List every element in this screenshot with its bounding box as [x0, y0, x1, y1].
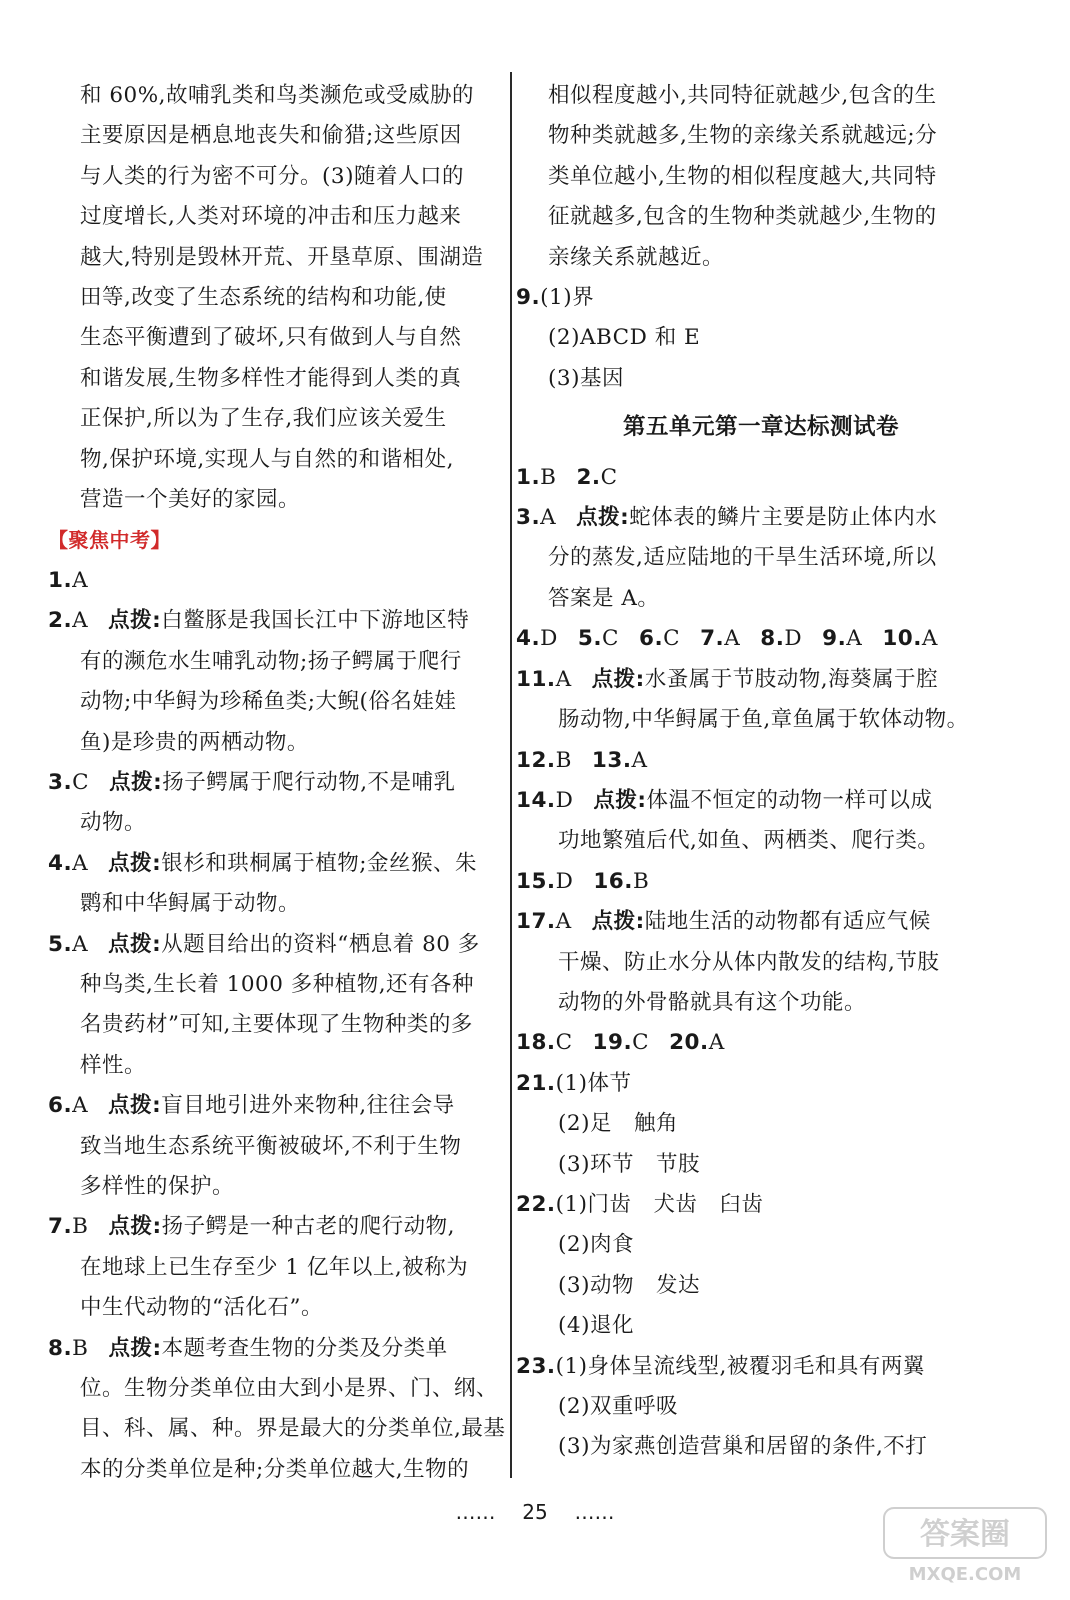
question-number: 18. [516, 1030, 556, 1056]
question-number: 23. [516, 1353, 556, 1379]
question-number: 5. [48, 931, 73, 957]
text-line: 与人类的行为密不可分。(3)随着人口的 [80, 163, 464, 189]
continued-paragraph [516, 76, 986, 278]
question-number: 17. [516, 909, 556, 935]
answer-item-9 [516, 278, 986, 399]
question-number: 8. [760, 626, 785, 652]
question-number: 13. [591, 747, 632, 773]
answer-letter: A [72, 608, 89, 634]
answer-row-12-13 [516, 741, 986, 781]
hint-text: 扬子鳄是一种古老的爬行动物, [161, 1214, 455, 1240]
hint-text: 种鸟类,生长着 1000 多种植物,还有各种 [80, 971, 475, 997]
sub-answer: (3)基因 [548, 365, 624, 391]
hint-text: 白鳖豚是我国长江中下游地区特 [161, 608, 470, 634]
answer-row-15-16 [516, 862, 986, 902]
hint-keyword: 点拨: [591, 666, 645, 692]
question-number: 10. [882, 626, 922, 652]
answer-item-r21 [516, 1064, 986, 1185]
answer-letter: A [72, 931, 89, 957]
hint-text: 功地繁殖后代,如鱼、两栖类、爬行类。 [558, 828, 940, 854]
hint-text: 鱼)是珍贵的两栖动物。 [80, 729, 309, 755]
question-number: 1. [516, 464, 541, 490]
text-line: 类单位越小,生物的相似程度越大,共同特 [548, 163, 937, 189]
text-line: 物,保护环境,实现人与自然的和谐相处, [80, 446, 455, 472]
answer-letter: D [540, 626, 558, 652]
answer-row-18-20 [516, 1023, 986, 1063]
hint-text: 动物;中华鲟为珍稀鱼类;大鲵(俗名娃娃 [80, 689, 457, 715]
answer-item-3 [48, 763, 500, 844]
answer-letter: C [600, 464, 618, 490]
hint-keyword: 点拨: [108, 1335, 162, 1361]
hint-text: 分的蒸发,适应陆地的干旱生活环境,所以 [548, 545, 937, 571]
page-number: 25 [522, 1500, 548, 1524]
answer-letter: B [540, 464, 557, 490]
question-number: 4. [516, 626, 541, 652]
question-number: 8. [48, 1335, 73, 1361]
hint-text: 中生代动物的“活化石”。 [80, 1295, 323, 1321]
hint-keyword: 点拨: [108, 931, 162, 957]
hint-text: 动物。 [80, 810, 147, 836]
footer-dots-left: …… [455, 1500, 496, 1524]
question-number: 2. [576, 464, 601, 490]
answer-letter: A [72, 567, 89, 593]
hint-text: 在地球上已生存至少 1 亿年以上,被称为 [80, 1254, 469, 1280]
answer-letter: C [555, 1030, 573, 1056]
answer-letter: A [72, 1093, 89, 1119]
right-column [516, 76, 986, 1468]
hint-text: 动物的外骨骼就具有这个功能。 [558, 989, 867, 1015]
question-number: 2. [48, 608, 73, 634]
text-line: 物种类就越多,生物的亲缘关系就越远;分 [548, 123, 938, 149]
hint-text: 本的分类单位是种;分类单位越大,生物的 [80, 1456, 470, 1482]
text-line: 主要原因是栖息地丧失和偷猎;这些原因 [80, 123, 462, 149]
question-number: 20. [669, 1030, 709, 1056]
hint-text: 从题目给出的资料“栖息着 80 多 [161, 931, 480, 957]
question-number: 1. [48, 567, 73, 593]
answer-item-r11 [516, 660, 986, 741]
hint-text: 陆地生活的动物都有适应气候 [644, 909, 931, 935]
text-line: 相似程度越小,共同特征就越少,包含的生 [548, 83, 937, 108]
answer-letter: B [555, 747, 572, 773]
hint-text: 盲目地引进外来物种,往往会导 [161, 1093, 455, 1119]
column-divider [510, 72, 512, 1478]
hint-text: 体温不恒定的动物一样可以成 [646, 787, 933, 813]
text-line: 亲缘关系就越近。 [548, 244, 725, 270]
text-line: 过度增长,人类对环境的冲击和压力越来 [80, 204, 462, 230]
answer-letter: B [632, 868, 650, 894]
answer-row-4-10 [516, 619, 986, 659]
text-line: 营造一个美好的家园。 [80, 487, 301, 513]
hint-text: 答案是 A。 [548, 585, 660, 611]
answer-item-r22 [516, 1185, 986, 1347]
answer-row-1-2 [516, 458, 986, 498]
watermark-logo [880, 1506, 1050, 1586]
sub-answer: (1)体节 [555, 1070, 632, 1096]
question-number: 7. [48, 1214, 73, 1240]
sub-answer: (1)身体呈流线型,被覆羽毛和具有两翼 [555, 1353, 925, 1379]
sub-answer: (1)门齿 犬齿 臼齿 [555, 1191, 764, 1217]
question-number: 5. [577, 626, 603, 652]
question-number: 12. [516, 747, 556, 773]
hint-text: 致当地生态系统平衡被破坏,不利于生物 [80, 1133, 462, 1159]
hint-text: 样性。 [80, 1052, 147, 1078]
section-label-focus-exam: 【聚焦中考】 [48, 528, 171, 553]
answer-letter: A [631, 747, 648, 773]
text-line: 和 60%,故哺乳类和鸟类濒危或受威胁的 [80, 83, 474, 108]
intro-paragraph [48, 76, 500, 520]
sub-answer: (2)ABCD 和 E [548, 325, 701, 351]
question-number: 9. [822, 626, 847, 652]
answer-letter: B [72, 1335, 89, 1361]
answer-item-r23 [516, 1347, 986, 1468]
question-number: 6. [48, 1093, 73, 1119]
answer-letter: A [540, 505, 557, 531]
sub-answer: (2)足 触角 [558, 1111, 678, 1137]
left-column [48, 76, 506, 1490]
question-number: 19. [592, 1030, 633, 1056]
text-line: 和谐发展,生物多样性才能得到人类的真 [80, 365, 462, 391]
hint-keyword: 点拨: [108, 1093, 162, 1119]
hint-text: 鹮和中华鲟属于动物。 [80, 891, 301, 917]
answer-letter: D [555, 787, 574, 813]
text-line: 田等,改变了生态系统的结构和功能,使 [80, 285, 447, 311]
question-number: 11. [516, 666, 556, 692]
question-number: 16. [593, 868, 633, 894]
hint-keyword: 点拨: [109, 769, 163, 795]
hint-text: 扬子鳄属于爬行动物,不是哺乳 [162, 769, 456, 795]
hint-keyword: 点拨: [593, 787, 647, 813]
sub-answer: (3)动物 发达 [558, 1272, 700, 1298]
hint-text: 银杉和珙桐属于植物;金丝猴、朱 [161, 850, 478, 876]
hint-text: 本题考查生物的分类及分类单 [161, 1335, 448, 1361]
unit-test-heading: 第五单元第一章达标测试卷 [622, 414, 899, 441]
question-number: 4. [48, 850, 73, 876]
hint-keyword: 点拨: [108, 1214, 162, 1240]
hint-keyword: 点拨: [108, 608, 162, 634]
answer-letter: C [663, 626, 681, 652]
question-number: 22. [516, 1191, 556, 1217]
question-number: 15. [516, 868, 556, 894]
answer-letter: A [708, 1030, 725, 1056]
answer-letter: C [632, 1030, 650, 1056]
text-line: 正保护,所以为了生存,我们应该关爱生 [80, 406, 447, 432]
answer-letter: C [72, 769, 90, 795]
text-line: 越大,特别是毁林开荒、开垦草原、围湖造 [80, 244, 484, 270]
sub-answer: (3)环节 节肢 [558, 1151, 700, 1177]
answer-letter: C [602, 626, 619, 652]
hint-text: 名贵药材”可知,主要体现了生物种类的多 [80, 1012, 473, 1038]
text-line: 生态平衡遭到了破坏,只有做到人与自然 [80, 325, 462, 351]
text-line: 征就越多,包含的生物种类就越少,生物的 [548, 204, 937, 230]
watermark-url: MXQE.COM [908, 1564, 1022, 1585]
question-number: 3. [516, 505, 541, 531]
hint-text: 蛇体表的鳞片主要是防止体内水 [629, 505, 938, 531]
answer-letter: A [72, 850, 89, 876]
answer-item-5 [48, 925, 500, 1087]
hint-text: 有的濒危水生哺乳动物;扬子鳄属于爬行 [80, 648, 462, 674]
hint-text: 目、科、属、种。界是最大的分类单位,最基 [80, 1416, 506, 1442]
answer-item-7 [48, 1207, 500, 1328]
answer-letter: D [784, 626, 803, 652]
answer-item-8 [48, 1329, 506, 1491]
answer-item-r17 [516, 902, 986, 1023]
hint-text: 水蚤属于节肢动物,海葵属于腔 [644, 666, 939, 692]
question-number: 7. [700, 626, 725, 652]
answer-letter: B [72, 1214, 89, 1240]
sub-answer: (4)退化 [558, 1313, 634, 1339]
hint-text: 多样性的保护。 [80, 1173, 235, 1199]
answer-item-2 [48, 601, 500, 763]
sub-answer: (2)肉食 [558, 1232, 634, 1258]
answer-letter: A [921, 626, 938, 652]
question-number: 21. [516, 1070, 556, 1096]
answer-item-r14 [516, 781, 986, 862]
watermark-text: 答案圈 [920, 1517, 1010, 1552]
hint-text: 肠动物,中华鲟属于鱼,章鱼属于软体动物。 [558, 707, 969, 733]
answer-letter: A [724, 626, 741, 652]
hint-keyword: 点拨: [576, 505, 630, 531]
answer-item-6 [48, 1086, 500, 1207]
answer-letter: A [846, 626, 863, 652]
footer-dots-right: …… [574, 1500, 615, 1524]
answer-letter: A [555, 666, 572, 692]
sub-answer: (2)双重呼吸 [558, 1394, 678, 1419]
answer-item-r3 [516, 498, 986, 619]
answer-letter: A [555, 909, 572, 935]
question-number: 14. [516, 787, 556, 813]
sub-answer: (3)为家燕创造营巢和居留的条件,不打 [558, 1434, 928, 1460]
sub-answer: (1)界 [540, 285, 595, 311]
hint-keyword: 点拨: [108, 850, 162, 876]
question-number: 3. [48, 769, 73, 795]
hint-text: 干燥、防止水分从体内散发的结构,节肢 [558, 949, 940, 975]
question-number: 9. [516, 285, 541, 311]
answer-item-1 [48, 561, 500, 601]
answer-letter: D [555, 868, 574, 894]
hint-text: 位。生物分类单位由大到小是界、门、纲、 [80, 1376, 499, 1401]
question-number: 6. [638, 626, 664, 652]
answer-item-4 [48, 844, 500, 925]
hint-keyword: 点拨: [591, 909, 645, 935]
